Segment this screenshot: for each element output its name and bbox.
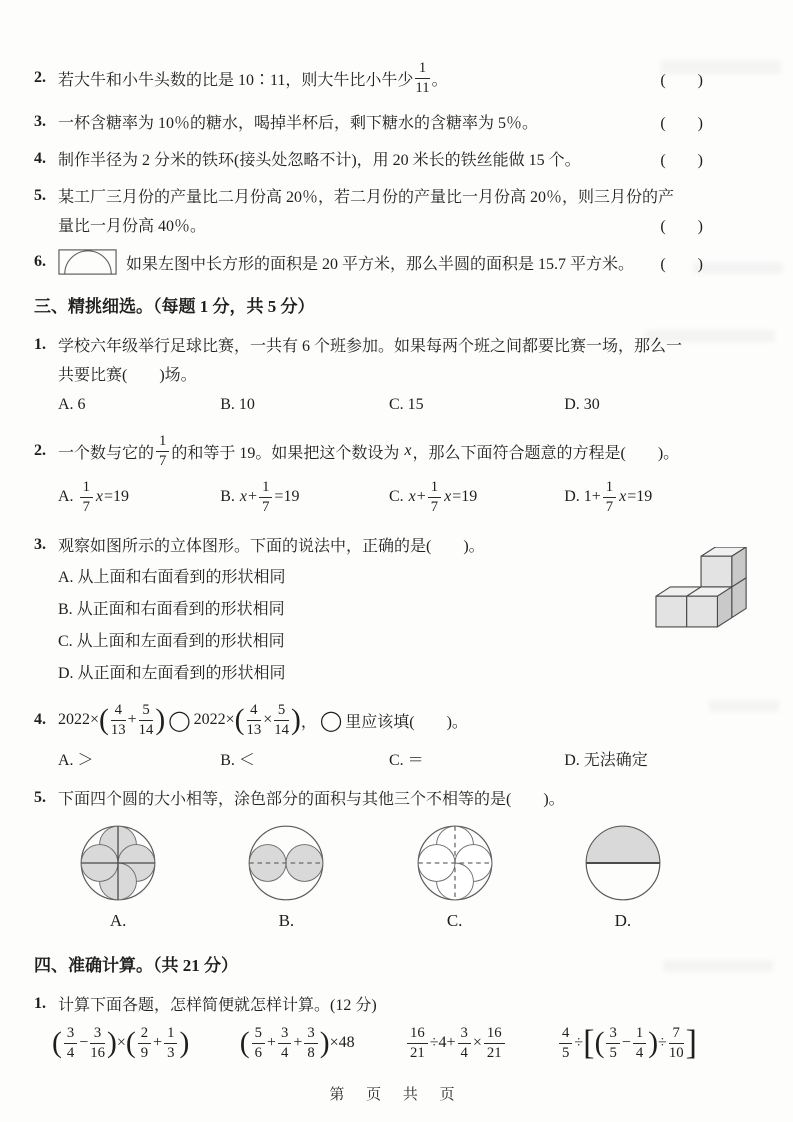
question-text: 2022× ( $\frac{4}{13}$ + $\frac{5}{14}$ ) ◯ 2022× ( $\frac{4}{13}$ × $\frac{5}{14}$ ) ， ◯ 里应该填( )。 bbox=[58, 701, 468, 738]
answer-blank: ( ) bbox=[660, 115, 703, 132]
option-d: D. 无法确定 bbox=[564, 751, 648, 769]
option-b: B. ＜ bbox=[220, 751, 255, 769]
question-text: 观察如图所示的立体图形。下面的说法中，正确的是( )。 bbox=[58, 538, 485, 555]
question-text-continued: 共要比赛( )场。 bbox=[58, 367, 197, 384]
question-number: 3. bbox=[34, 535, 46, 553]
question-number: 1. bbox=[34, 335, 46, 353]
tf-question-4 bbox=[34, 145, 707, 172]
option-d: D. 1+ $\frac{1}{7}$ x =19 bbox=[564, 478, 653, 515]
question-number: 5. bbox=[34, 186, 46, 204]
option-b: B. x + $\frac{1}{7}$ =19 bbox=[220, 478, 300, 515]
figure-label: A. bbox=[109, 911, 127, 930]
option-b: B. 从正面和右面看到的形状相同 bbox=[58, 601, 285, 618]
question-text: 如果左图中长方形的面积是 20 平方米，那么半圆的面积是 15.7 平方米。 bbox=[126, 255, 635, 273]
mc-question-4 bbox=[34, 700, 707, 740]
circle-option-b bbox=[202, 817, 370, 931]
mc-question-1-line1 bbox=[34, 331, 707, 358]
option-c: C. x + $\frac{1}{7}$ x =19 bbox=[388, 478, 478, 515]
option-b: B. 10 bbox=[220, 396, 255, 413]
question-text: 一杯含糖率为 10％的糖水，喝掉半杯后，剩下糖水的含糖率为 5％。 bbox=[58, 115, 539, 132]
mc-question-4-options bbox=[34, 744, 707, 772]
option-a: A. ＞ bbox=[58, 751, 94, 769]
question-text: 下面四个圆的大小相等，涂色部分的面积与其他三个不相等的是( )。 bbox=[58, 791, 565, 808]
calc-expression-4: $\frac{4}{5}$ ÷ [ ( $\frac{3}{5}$ − $\frac{1}{4}$ ) ÷ $\frac{7}{10}$ ] bbox=[557, 1025, 697, 1062]
option-a: A. $\frac{1}{7}$ x =19 bbox=[58, 478, 130, 515]
answer-blank: ( ) bbox=[660, 255, 703, 273]
option-c: C. 从上面和左面看到的形状相同 bbox=[58, 633, 285, 650]
instruction-text: 计算下面各题，怎样简便就怎样计算。(12 分) bbox=[58, 997, 377, 1014]
circle-option-d bbox=[539, 817, 707, 931]
question-number: 4. bbox=[34, 149, 46, 167]
question-number: 2. bbox=[34, 442, 46, 459]
tf-question-3 bbox=[34, 108, 707, 135]
question-text: 制作半径为 2 分米的铁环(接头处忽略不计)，用 20 米长的铁丝能做 15 个。 bbox=[58, 152, 581, 169]
s-band-dashed-axis-figure bbox=[240, 817, 332, 909]
mc-question-5-figures bbox=[34, 817, 707, 931]
option-a: A. 6 bbox=[58, 396, 86, 413]
mc-question-1-options bbox=[34, 391, 707, 419]
option-d: D. 30 bbox=[564, 396, 600, 413]
option-c: C. ＝ bbox=[388, 751, 424, 769]
calc-expression-2: ( $\frac{5}{6}$ + $\frac{3}{4}$ + $\frac{3}{8}$ ) ×48 bbox=[239, 1025, 355, 1061]
rect-semicircle-figure bbox=[58, 248, 118, 276]
question-text: 一个数与它的 $\frac{1}{7}$ 的和等于 19。如果把这个数设为 x ，那么下面符合题意的方程是( )。 bbox=[58, 432, 680, 469]
calc-expressions-row bbox=[34, 1019, 707, 1062]
circle-option-c bbox=[371, 817, 539, 931]
question-number: 1. bbox=[34, 994, 46, 1012]
question-number: 5. bbox=[34, 788, 46, 806]
cube-stack-figure bbox=[647, 547, 751, 631]
figure-label: D. bbox=[614, 911, 632, 930]
mc-question-3-block bbox=[34, 531, 707, 690]
pinwheel-solid-cross-figure bbox=[72, 817, 164, 909]
figure-label: B. bbox=[278, 911, 295, 930]
answer-blank: ( ) bbox=[660, 71, 703, 89]
option-d: D. 从正面和左面看到的形状相同 bbox=[58, 665, 286, 682]
option-a: A. 从上面和右面看到的形状相同 bbox=[58, 569, 286, 586]
page-footer: 第 页 共 页 bbox=[329, 1087, 464, 1103]
calc-expression-3: $\frac{16}{21}$ ÷4+ $\frac{3}{4}$ × $\frac{16}{21}$ bbox=[405, 1025, 507, 1062]
mc-question-3-options bbox=[34, 562, 707, 690]
answer-blank: ( ) bbox=[660, 218, 703, 235]
tf-question-5-line2 bbox=[34, 211, 707, 238]
circle-option-a bbox=[34, 817, 202, 931]
mc-question-3 bbox=[34, 531, 707, 558]
option-c: C. 15 bbox=[388, 396, 424, 413]
tf-question-6 bbox=[34, 248, 707, 276]
question-number: 2. bbox=[34, 69, 46, 86]
mc-question-1-line2 bbox=[34, 360, 707, 387]
inverse-pinwheel-dashed-cross-figure bbox=[409, 817, 501, 909]
mc-question-5 bbox=[34, 784, 707, 811]
half-shaded-circle-figure bbox=[577, 817, 669, 909]
section-3-title: 三、精挑细选。（每题 1 分，共 5 分） bbox=[34, 297, 315, 316]
question-text-continued: 量比一月份高 40％。 bbox=[58, 218, 207, 235]
question-text: 若大牛和小牛头数的比是 10∶11，则大牛比小牛少 $\frac{1}{11}$ 。 bbox=[58, 59, 448, 96]
mc-question-2 bbox=[34, 431, 707, 471]
section-4-title: 四、准确计算。（共 21 分） bbox=[34, 956, 238, 975]
question-number: 3. bbox=[34, 112, 46, 130]
tf-question-5-line1 bbox=[34, 182, 707, 209]
question-number: 4. bbox=[34, 711, 46, 728]
question-text: 某工厂三月份的产量比二月份高 20％，若二月份的产量比一月份高 20％，则三月份的产 bbox=[58, 189, 675, 206]
answer-blank: ( ) bbox=[660, 152, 703, 169]
figure-label: C. bbox=[446, 911, 463, 930]
calc-instruction bbox=[34, 990, 707, 1017]
calc-expression-1: ( $\frac{3}{4}$ − $\frac{3}{16}$ ) × ( $\frac{2}{9}$ + $\frac{1}{3}$ ) bbox=[52, 1025, 190, 1061]
question-text: 学校六年级举行足球比赛，一共有 6 个班参加。如果每两个班之间都要比赛一场，那么一 bbox=[58, 338, 683, 355]
question-number: 6. bbox=[34, 253, 46, 270]
mc-question-2-options bbox=[34, 475, 707, 519]
tf-question-2 bbox=[34, 58, 707, 98]
